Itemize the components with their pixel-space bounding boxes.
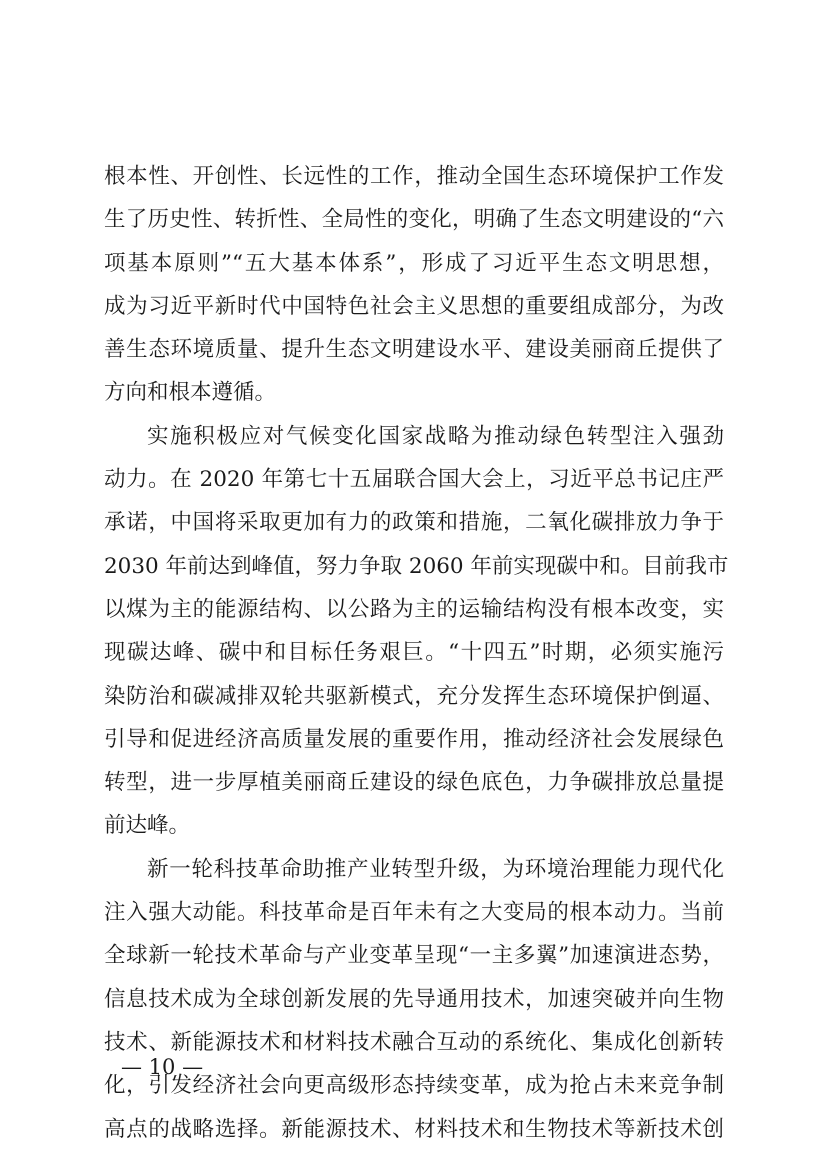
text-line: 项基本原则”“五大基本体系”，形成了习近平生态文明思想，: [104, 250, 724, 276]
text-line: 化，引发经济社会向更高级形态持续变革，成为抢占未来竞争制: [104, 1073, 724, 1099]
text-line: 承诺，中国将采取更加有力的政策和措施，二氧化碳排放力争于: [104, 510, 724, 536]
text-line: 根本性、开创性、长远性的工作，推动全国生态环境保护工作发: [104, 164, 724, 189]
paragraph: [104, 848, 724, 1151]
text-line: 方向和根本遵循。: [104, 380, 277, 406]
text-line: 成为习近平新时代中国特色社会主义思想的重要组成部分，为改: [104, 293, 724, 319]
text-line: 前达峰。: [104, 813, 191, 839]
text-line: 染防治和碳减排双轮共驱新模式，充分发挥生态环境保护倒逼、: [104, 683, 724, 709]
text-line: 转型，进一步厚植美丽商丘建设的绿色底色，力争碳排放总量提: [104, 770, 724, 796]
text-line: 引导和促进经济高质量发展的重要作用，推动经济社会发展绿色: [104, 726, 724, 752]
text-line: 新一轮科技革命助推产业转型升级，为环境治理能力现代化: [147, 856, 724, 882]
body-text: [104, 155, 729, 1151]
text-line: 全球新一轮技术革命与产业变革呈现“一主多翼”加速演进态势，: [104, 943, 724, 969]
text-line: 善生态环境质量、提升生态文明建设水平、建设美丽商丘提供了: [104, 337, 724, 363]
text-line: 信息技术成为全球创新发展的先导通用技术，加速突破并向生物: [104, 986, 724, 1012]
paragraph: [104, 415, 729, 848]
text-line: 以煤为主的能源结构、以公路为主的运输结构没有根本改变，实: [104, 596, 724, 622]
text-line: 技术、新能源技术和材料技术融合互动的系统化、集成化创新转: [104, 1029, 724, 1055]
paragraph: [104, 155, 724, 415]
text-line: 实施积极应对气候变化国家战略为推动绿色转型注入强劲: [147, 423, 724, 449]
text-line: 生了历史性、转折性、全局性的变化，明确了生态文明建设的“六: [104, 207, 724, 233]
text-line: 2030 年前达到峰值，努力争取 2060 年前实现碳中和。目前我市: [104, 553, 729, 579]
text-line: 注入强大动能。科技革命是百年未有之大变局的根本动力。当前: [104, 900, 724, 926]
text-line: 高点的战略选择。新能源技术、材料技术和生物技术等新技术创: [104, 1116, 724, 1142]
page-number: — 10 —: [121, 1055, 204, 1079]
text-line: 现碳达峰、碳中和目标任务艰巨。“十四五”时期，必须实施污: [104, 640, 724, 666]
text-line: 动力。在 2020 年第七十五届联合国大会上，习近平总书记庄严: [104, 467, 724, 493]
